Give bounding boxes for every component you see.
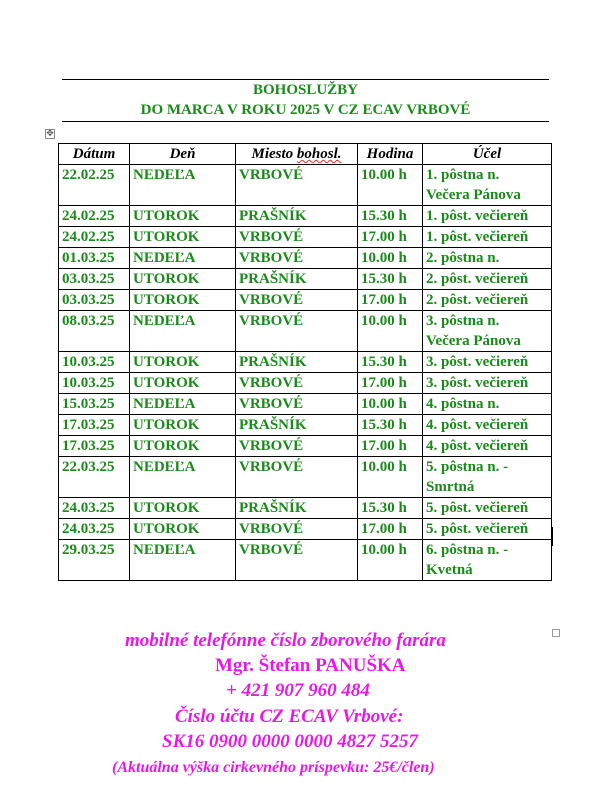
- table-row: [59, 540, 552, 581]
- cell-purpose: [423, 436, 552, 457]
- purpose-line1: 3. pôst. večiereň: [426, 375, 529, 391]
- cell-day: UTOROK: [130, 227, 236, 248]
- cell-date: 08.03.25: [59, 311, 130, 352]
- header-hour: Hodina: [358, 144, 423, 165]
- cell-purpose: [423, 227, 552, 248]
- cell-day: NEDEĽA: [130, 457, 236, 498]
- cell-hour: 10.00 h: [358, 540, 423, 581]
- cell-purpose: [423, 311, 552, 352]
- purpose-line1: 1. pôst. večiereň: [426, 229, 529, 245]
- cell-day: UTOROK: [130, 519, 236, 540]
- table-row: [59, 436, 552, 457]
- purpose-line1: 1. pôstna n.: [426, 167, 500, 183]
- purpose-line2: Večera Pánova: [426, 187, 521, 203]
- cell-purpose: [423, 415, 552, 436]
- cell-day: UTOROK: [130, 290, 236, 311]
- cell-day: NEDEĽA: [130, 540, 236, 581]
- document-title-line2: DO MARCA V ROKU 2025 V CZ ECAV VRBOVÉ: [140, 102, 471, 118]
- schedule-table: [58, 143, 552, 581]
- bottom-rule: [62, 121, 549, 122]
- table-row: [59, 373, 552, 394]
- header-place: [236, 144, 358, 165]
- cell-hour: 17.00 h: [358, 290, 423, 311]
- table-body: [59, 165, 552, 581]
- cell-day: UTOROK: [130, 352, 236, 373]
- cell-purpose: [423, 248, 552, 269]
- cell-purpose: [423, 165, 552, 206]
- purpose-line1: 2. pôst. večiereň: [426, 271, 529, 287]
- table-header-row: [59, 144, 552, 165]
- purpose-line1: 4. pôstna n.: [426, 396, 500, 412]
- cell-date: 24.03.25: [59, 519, 130, 540]
- cell-place: VRBOVÉ: [236, 436, 358, 457]
- pastor-name: Mgr. Štefan PANUŠKA: [215, 655, 406, 676]
- contact-caption: mobilné telefónne číslo zborového farára: [125, 630, 446, 651]
- table-move-handle-icon[interactable]: ✥: [46, 129, 54, 139]
- table-row: [59, 352, 552, 373]
- cell-day: UTOROK: [130, 373, 236, 394]
- table-row: [59, 290, 552, 311]
- table-row: [59, 248, 552, 269]
- cell-hour: 17.00 h: [358, 519, 423, 540]
- cell-hour: 15.30 h: [358, 269, 423, 290]
- header-place-prefix: Miesto: [251, 146, 297, 162]
- cell-place: PRAŠNÍK: [236, 206, 358, 227]
- account-caption: Číslo účtu CZ ECAV Vrbové:: [175, 706, 404, 727]
- purpose-line1: 5. pôst. večiereň: [426, 521, 529, 537]
- cell-date: 10.03.25: [59, 373, 130, 394]
- cell-place: VRBOVÉ: [236, 394, 358, 415]
- phone-number: + 421 907 960 484: [226, 680, 370, 701]
- cell-date: 17.03.25: [59, 436, 130, 457]
- cell-purpose: [423, 457, 552, 498]
- table-row: [59, 519, 552, 540]
- header-day: Deň: [130, 144, 236, 165]
- table-row: [59, 227, 552, 248]
- table-row: [59, 498, 552, 519]
- cell-day: NEDEĽA: [130, 248, 236, 269]
- cell-date: 01.03.25: [59, 248, 130, 269]
- cell-hour: 17.00 h: [358, 373, 423, 394]
- purpose-line1: 4. pôst. večiereň: [426, 417, 529, 433]
- cell-hour: 15.30 h: [358, 415, 423, 436]
- cell-hour: 10.00 h: [358, 248, 423, 269]
- table-row: [59, 457, 552, 498]
- cell-date: 24.03.25: [59, 498, 130, 519]
- purpose-line1: 3. pôstna n.: [426, 313, 500, 329]
- cell-date: 15.03.25: [59, 394, 130, 415]
- cell-hour: 10.00 h: [358, 165, 423, 206]
- table-row: [59, 165, 552, 206]
- cell-day: UTOROK: [130, 415, 236, 436]
- cell-date: 03.03.25: [59, 290, 130, 311]
- cell-purpose: [423, 394, 552, 415]
- text-cursor: [552, 527, 553, 546]
- purpose-line1: 1. pôst. večiereň: [426, 208, 529, 224]
- cell-place: VRBOVÉ: [236, 165, 358, 206]
- cell-date: 24.02.25: [59, 227, 130, 248]
- account-iban: SK16 0900 0000 0000 4827 5257: [162, 731, 418, 752]
- purpose-line1: 3. pôst. večiereň: [426, 354, 529, 370]
- cell-date: 29.03.25: [59, 540, 130, 581]
- table-row: [59, 269, 552, 290]
- document-title-line1: BOHOSLUŽBY: [252, 82, 359, 98]
- cell-purpose: [423, 269, 552, 290]
- cell-date: 22.03.25: [59, 457, 130, 498]
- table-row: [59, 394, 552, 415]
- cell-day: UTOROK: [130, 498, 236, 519]
- purpose-line1: 6. pôstna n. -: [426, 542, 509, 558]
- table-row: [59, 311, 552, 352]
- cell-place: VRBOVÉ: [236, 373, 358, 394]
- cell-purpose: [423, 540, 552, 581]
- cell-place: VRBOVÉ: [236, 519, 358, 540]
- cell-day: UTOROK: [130, 269, 236, 290]
- cell-place: PRAŠNÍK: [236, 269, 358, 290]
- purpose-line2: Smrtná: [426, 479, 475, 495]
- purpose-line2: Večera Pánova: [426, 333, 521, 349]
- cell-purpose: [423, 519, 552, 540]
- cell-date: 17.03.25: [59, 415, 130, 436]
- cell-place: VRBOVÉ: [236, 311, 358, 352]
- cell-hour: 10.00 h: [358, 311, 423, 352]
- cell-place: PRAŠNÍK: [236, 415, 358, 436]
- purpose-line1: 2. pôst. večiereň: [426, 292, 529, 308]
- purpose-line2: Kvetná: [426, 562, 473, 578]
- table-row: [59, 206, 552, 227]
- purpose-line1: 5. pôstna n. -: [426, 459, 509, 475]
- cell-hour: 10.00 h: [358, 457, 423, 498]
- cell-hour: 17.00 h: [358, 436, 423, 457]
- cell-day: UTOROK: [130, 436, 236, 457]
- cell-place: VRBOVÉ: [236, 248, 358, 269]
- cell-date: 22.02.25: [59, 165, 130, 206]
- cell-day: NEDEĽA: [130, 311, 236, 352]
- cell-day: NEDEĽA: [130, 165, 236, 206]
- cell-hour: 15.30 h: [358, 206, 423, 227]
- cell-day: NEDEĽA: [130, 394, 236, 415]
- purpose-line1: 4. pôst. večiereň: [426, 438, 529, 454]
- cell-day: UTOROK: [130, 206, 236, 227]
- header-purpose: Účel: [423, 144, 552, 165]
- cell-purpose: [423, 373, 552, 394]
- cell-date: 24.02.25: [59, 206, 130, 227]
- contribution-note: (Aktuálna výška cirkevného príspevku: 25€/člen): [112, 759, 435, 776]
- cell-place: PRAŠNÍK: [236, 352, 358, 373]
- cell-place: VRBOVÉ: [236, 540, 358, 581]
- table-row: [59, 415, 552, 436]
- cell-place: VRBOVÉ: [236, 457, 358, 498]
- cell-hour: 17.00 h: [358, 227, 423, 248]
- cell-purpose: [423, 498, 552, 519]
- cell-place: VRBOVÉ: [236, 227, 358, 248]
- cell-hour: 15.30 h: [358, 352, 423, 373]
- purpose-line1: 2. pôstna n.: [426, 250, 500, 266]
- header-date: Dátum: [59, 144, 130, 165]
- cell-purpose: [423, 352, 552, 373]
- cell-purpose: [423, 290, 552, 311]
- paragraph-anchor-icon: [552, 629, 560, 637]
- cell-hour: 15.30 h: [358, 498, 423, 519]
- cell-purpose: [423, 206, 552, 227]
- cell-place: VRBOVÉ: [236, 290, 358, 311]
- cell-hour: 10.00 h: [358, 394, 423, 415]
- cell-place: PRAŠNÍK: [236, 498, 358, 519]
- cell-date: 03.03.25: [59, 269, 130, 290]
- cell-date: 10.03.25: [59, 352, 130, 373]
- purpose-line1: 5. pôst. večiereň: [426, 500, 529, 516]
- header-place-misspelled[interactable]: bohosl.: [296, 146, 342, 162]
